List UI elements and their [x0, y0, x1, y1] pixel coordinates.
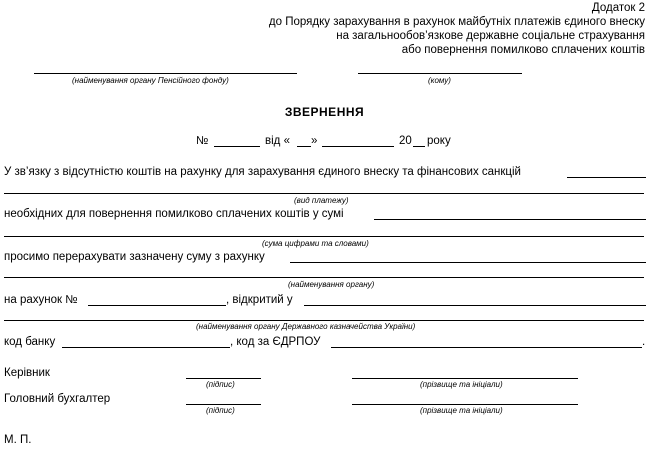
annex-number: Додаток 2: [591, 2, 645, 14]
organ-caption: (найменування органу): [288, 280, 375, 289]
year-suffix: року: [427, 135, 451, 147]
bank-code-label: код банку: [4, 336, 56, 348]
to-whom-field[interactable]: [358, 73, 522, 74]
accountant-name-caption: (прізвище та ініціали): [420, 406, 503, 415]
number-label: №: [196, 135, 209, 147]
quote-close: »: [311, 135, 318, 147]
account-number-field[interactable]: [88, 305, 226, 306]
account-label: на рахунок №: [4, 294, 78, 306]
accountant-signature-caption: (підпис): [206, 406, 235, 415]
source-account-field-b[interactable]: [4, 277, 644, 278]
year-field[interactable]: [413, 146, 425, 147]
body-line-2: необхідних для повернення помилково сплачених коштів у сумі: [4, 208, 344, 220]
treasury-caption: (найменування органу Державного казначейства України): [196, 322, 416, 331]
payment-type-field-a[interactable]: [567, 177, 646, 178]
head-name-field[interactable]: [352, 378, 578, 379]
accountant-name-field[interactable]: [352, 404, 578, 405]
payment-type-field-b[interactable]: [4, 193, 644, 194]
accountant-label: Головний бухгалтер: [4, 393, 111, 405]
source-account-field-a[interactable]: [290, 262, 646, 263]
number-field[interactable]: [214, 146, 260, 147]
edrpou-field[interactable]: [331, 347, 642, 348]
accountant-signature-field[interactable]: [186, 404, 261, 405]
head-signature-caption: (підпис): [206, 380, 235, 389]
head-label: Керівник: [4, 367, 50, 379]
stamp-place: М. П.: [4, 434, 32, 446]
header-line-2: на загальнообов’язкове державне соціальне страхування: [336, 30, 645, 42]
day-field[interactable]: [297, 146, 311, 147]
to-whom-caption: (кому): [428, 76, 451, 85]
opened-in-label: , відкритий у: [226, 294, 293, 306]
payment-type-caption: (вид платежу): [294, 196, 349, 205]
header-line-3: або повернення помилково сплачених коштів: [401, 44, 645, 56]
year-prefix: 20: [399, 135, 412, 147]
amount-field-a[interactable]: [374, 219, 646, 220]
head-name-caption: (прізвище та ініціали): [420, 380, 503, 389]
fund-name-caption: (найменування органу Пенсійного фонду): [72, 76, 229, 85]
month-field[interactable]: [322, 146, 394, 147]
amount-caption: (сума цифрами та словами): [262, 239, 369, 248]
document-title: ЗВЕРНЕННЯ: [284, 105, 365, 119]
head-signature-field[interactable]: [186, 378, 261, 379]
amount-field-b[interactable]: [4, 236, 644, 237]
header-line-1: до Порядку зарахування в рахунок майбутніх платежів єдиного внеску: [268, 16, 645, 28]
bank-code-field[interactable]: [62, 347, 230, 348]
body-line-1: У зв’язку з відсутністю коштів на рахунку для зарахування єдиного внеску та фінансових санкцій: [4, 166, 521, 178]
treasury-field-b[interactable]: [4, 320, 644, 321]
fund-name-field[interactable]: [34, 73, 297, 74]
date-from-label: від «: [265, 135, 290, 147]
body-line-3: просимо перерахувати зазначену суму з рахунку: [4, 251, 265, 263]
period-mark: .: [642, 336, 646, 348]
edrpou-label: , код за ЄДРПОУ: [230, 336, 321, 348]
treasury-field-a[interactable]: [304, 305, 646, 306]
